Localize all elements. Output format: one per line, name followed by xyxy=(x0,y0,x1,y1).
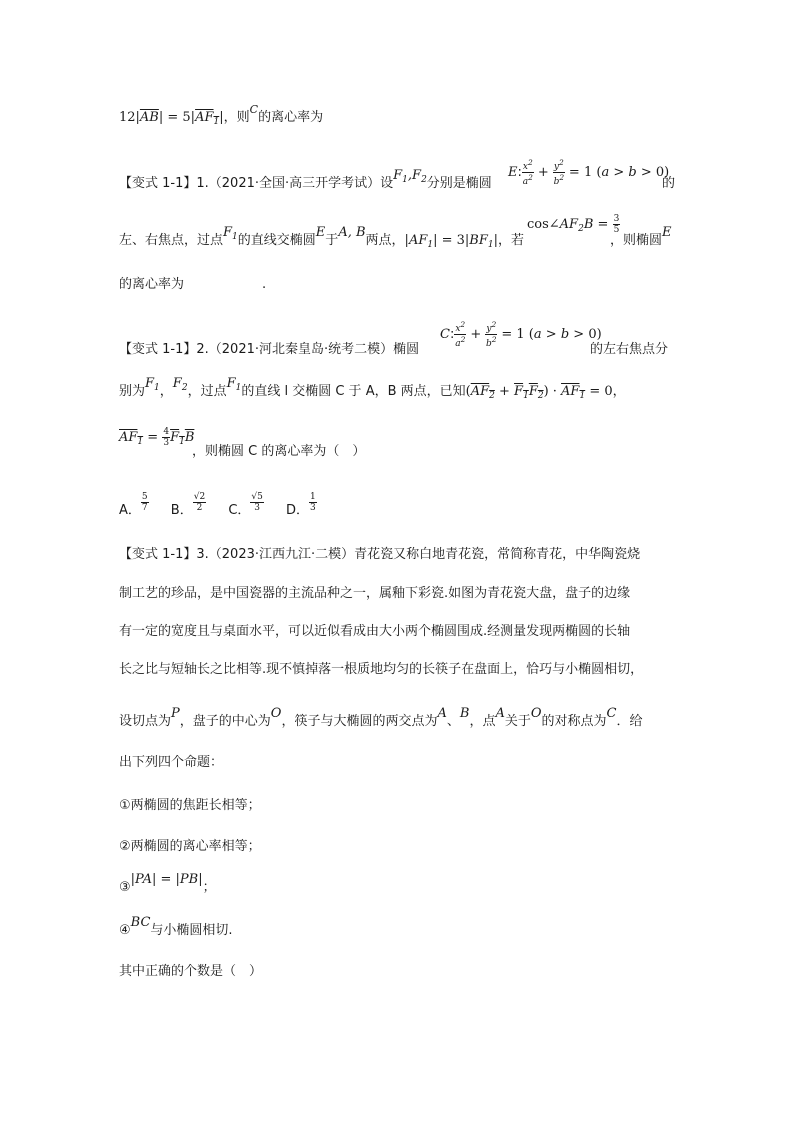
proposition-3: ③|PA| = |PB|； xyxy=(119,872,216,895)
problem-3-line-1: 【变式 1-1】3.（2023·江西九江·二模）青花瓷又称白地青花瓷，常简称青花，中华陶瓷烧 xyxy=(119,547,641,562)
problem-2-line-1: 【变式 1-1】2.（2021·河北秦皇岛·统考二模）椭圆 xyxy=(119,342,420,357)
option-c[interactable]: C． $\frac{√5}{3}$ xyxy=(228,492,263,518)
problem-3-tag: 【变式 1-1】3. xyxy=(119,547,209,562)
document-page: $12|\overline{AB}| = 5|AF_1|$，则$^C$的离心率为 【变式 1-1】1.（2021·全国·高三开学考试）设$F_1,F_2$分别是椭圆 E: $\frac{x^2}{a^2}$ + $\frac{y^2}{b^2}$ = 1 (a > b > 0) 的 左、右焦点，过点$F_1$的直线交椭圆E于A, B两点，$|AF_1| = 3|BF_1|$，若 $\cos\angle AF_2B$ = $\frac{3}{5}$ ，则椭圆E 的离心率为 . 【变式 1-1】2.（2021·河北秦皇岛·统考二模）椭圆 C: $\frac{x^2}{a^2}$ + $\frac{y^2}{b^2}$ = 1 (a > b > 0) 的左右焦点分 别为$F_1$，$F_2$，过点$F_1$的直线 l 交椭圆 C 于 A，B 两点，已知$(AF_2 + F_1F_2) \cdot AF_1 = 0$， $AF_1$ = $\frac{4}{3}$ $F_1B$ ，则椭圆 C 的离心率为（ ） A． $\frac{5}{7}$ B． $\frac{√2}{2}$ C． $\frac{√5}{3}$ D． $\frac{1}{3}$ 【变式 1-1】3.（2023·江西九江·二模）青花瓷又称白地青花瓷，常简称青花，中华陶瓷烧 制工艺的珍品，是中国瓷器的主流品种之一，属釉下彩瓷.如图为青花瓷大盘，盘子的边缘 有一定的宽度且与桌面水平，可以近似看成由大小两个椭圆围成.经测量发现两椭圆的长轴 长之比与短轴长之比相等.现不慎掉落一根质地均匀的长筷子在盘面上，恰巧与小椭圆相切， 设切点为P，盘子的中心为O，筷子与大椭圆的两交点为A、B，点A关于O的对称点为C．给 出下列四个命题： ①两椭圆的焦距长相等； ②两椭圆的离心率相等； ③|PA| = |PB|； ④BC与小椭圆相切. 其中正确的个数是（ ） xyxy=(119,103,676,979)
question-line: 其中正确的个数是（ ） xyxy=(119,964,263,979)
option-b[interactable]: B． $\frac{√2}{2}$ xyxy=(170,492,206,518)
problem-2-line-2: 别为$F_1$，$F_2$，过点$F_1$的直线 l 交椭圆 C 于 A，B 两点，已知$(AF_2 + F_1F_2) \cdot AF_1 = 0$， xyxy=(119,376,626,401)
ellipse-C-formula: C: $\frac{x^2}{a^2}$ + $\frac{y^2}{b^2}$ = 1 (a > b > 0) xyxy=(440,320,602,349)
line-prev-ending: $12|\overline{AB}| = 5|AF_1|$，则$^C$的离心率为 xyxy=(119,103,324,127)
ellipse-E-formula: E: $\frac{x^2}{a^2}$ + $\frac{y^2}{b^2}$ = 1 (a > b > 0) xyxy=(508,158,670,187)
problem-2-tag: 【变式 1-1】2. xyxy=(119,342,209,357)
problem-2-options xyxy=(119,492,335,521)
problem-1-line-1: 【变式 1-1】1.（2021·全国·高三开学考试）设$F_1,F_2$分别是椭圆 xyxy=(119,168,492,191)
proposition-4: ④BC与小椭圆相切. xyxy=(119,915,233,938)
option-d[interactable]: D． $\frac{1}{3}$ xyxy=(286,492,316,518)
problem-1-line-2: 左、右焦点，过点$F_1$的直线交椭圆E于A, B两点，$|AF_1| = 3|BF_1|$，若 xyxy=(119,225,525,250)
proposition-2: ②两椭圆的离心率相等； xyxy=(119,839,261,854)
option-a[interactable]: A． $\frac{5}{7}$ xyxy=(119,492,148,518)
problem-1-tag: 【变式 1-1】1. xyxy=(119,176,209,191)
problem-3-line-5: 设切点为P，盘子的中心为O，筷子与大椭圆的两交点为A、B，点A关于O的对称点为C．给 xyxy=(119,706,643,729)
problem-2-vector-eq: $AF_1$ = $\frac{4}{3}$ $F_1B$ xyxy=(119,427,195,448)
cos-formula: $\cos\angle AF_2B$ = $\frac{3}{5}$ xyxy=(527,214,620,235)
problem-1-line-3: 的离心率为 . xyxy=(119,277,267,292)
proposition-1: ①两椭圆的焦距长相等； xyxy=(119,798,261,813)
